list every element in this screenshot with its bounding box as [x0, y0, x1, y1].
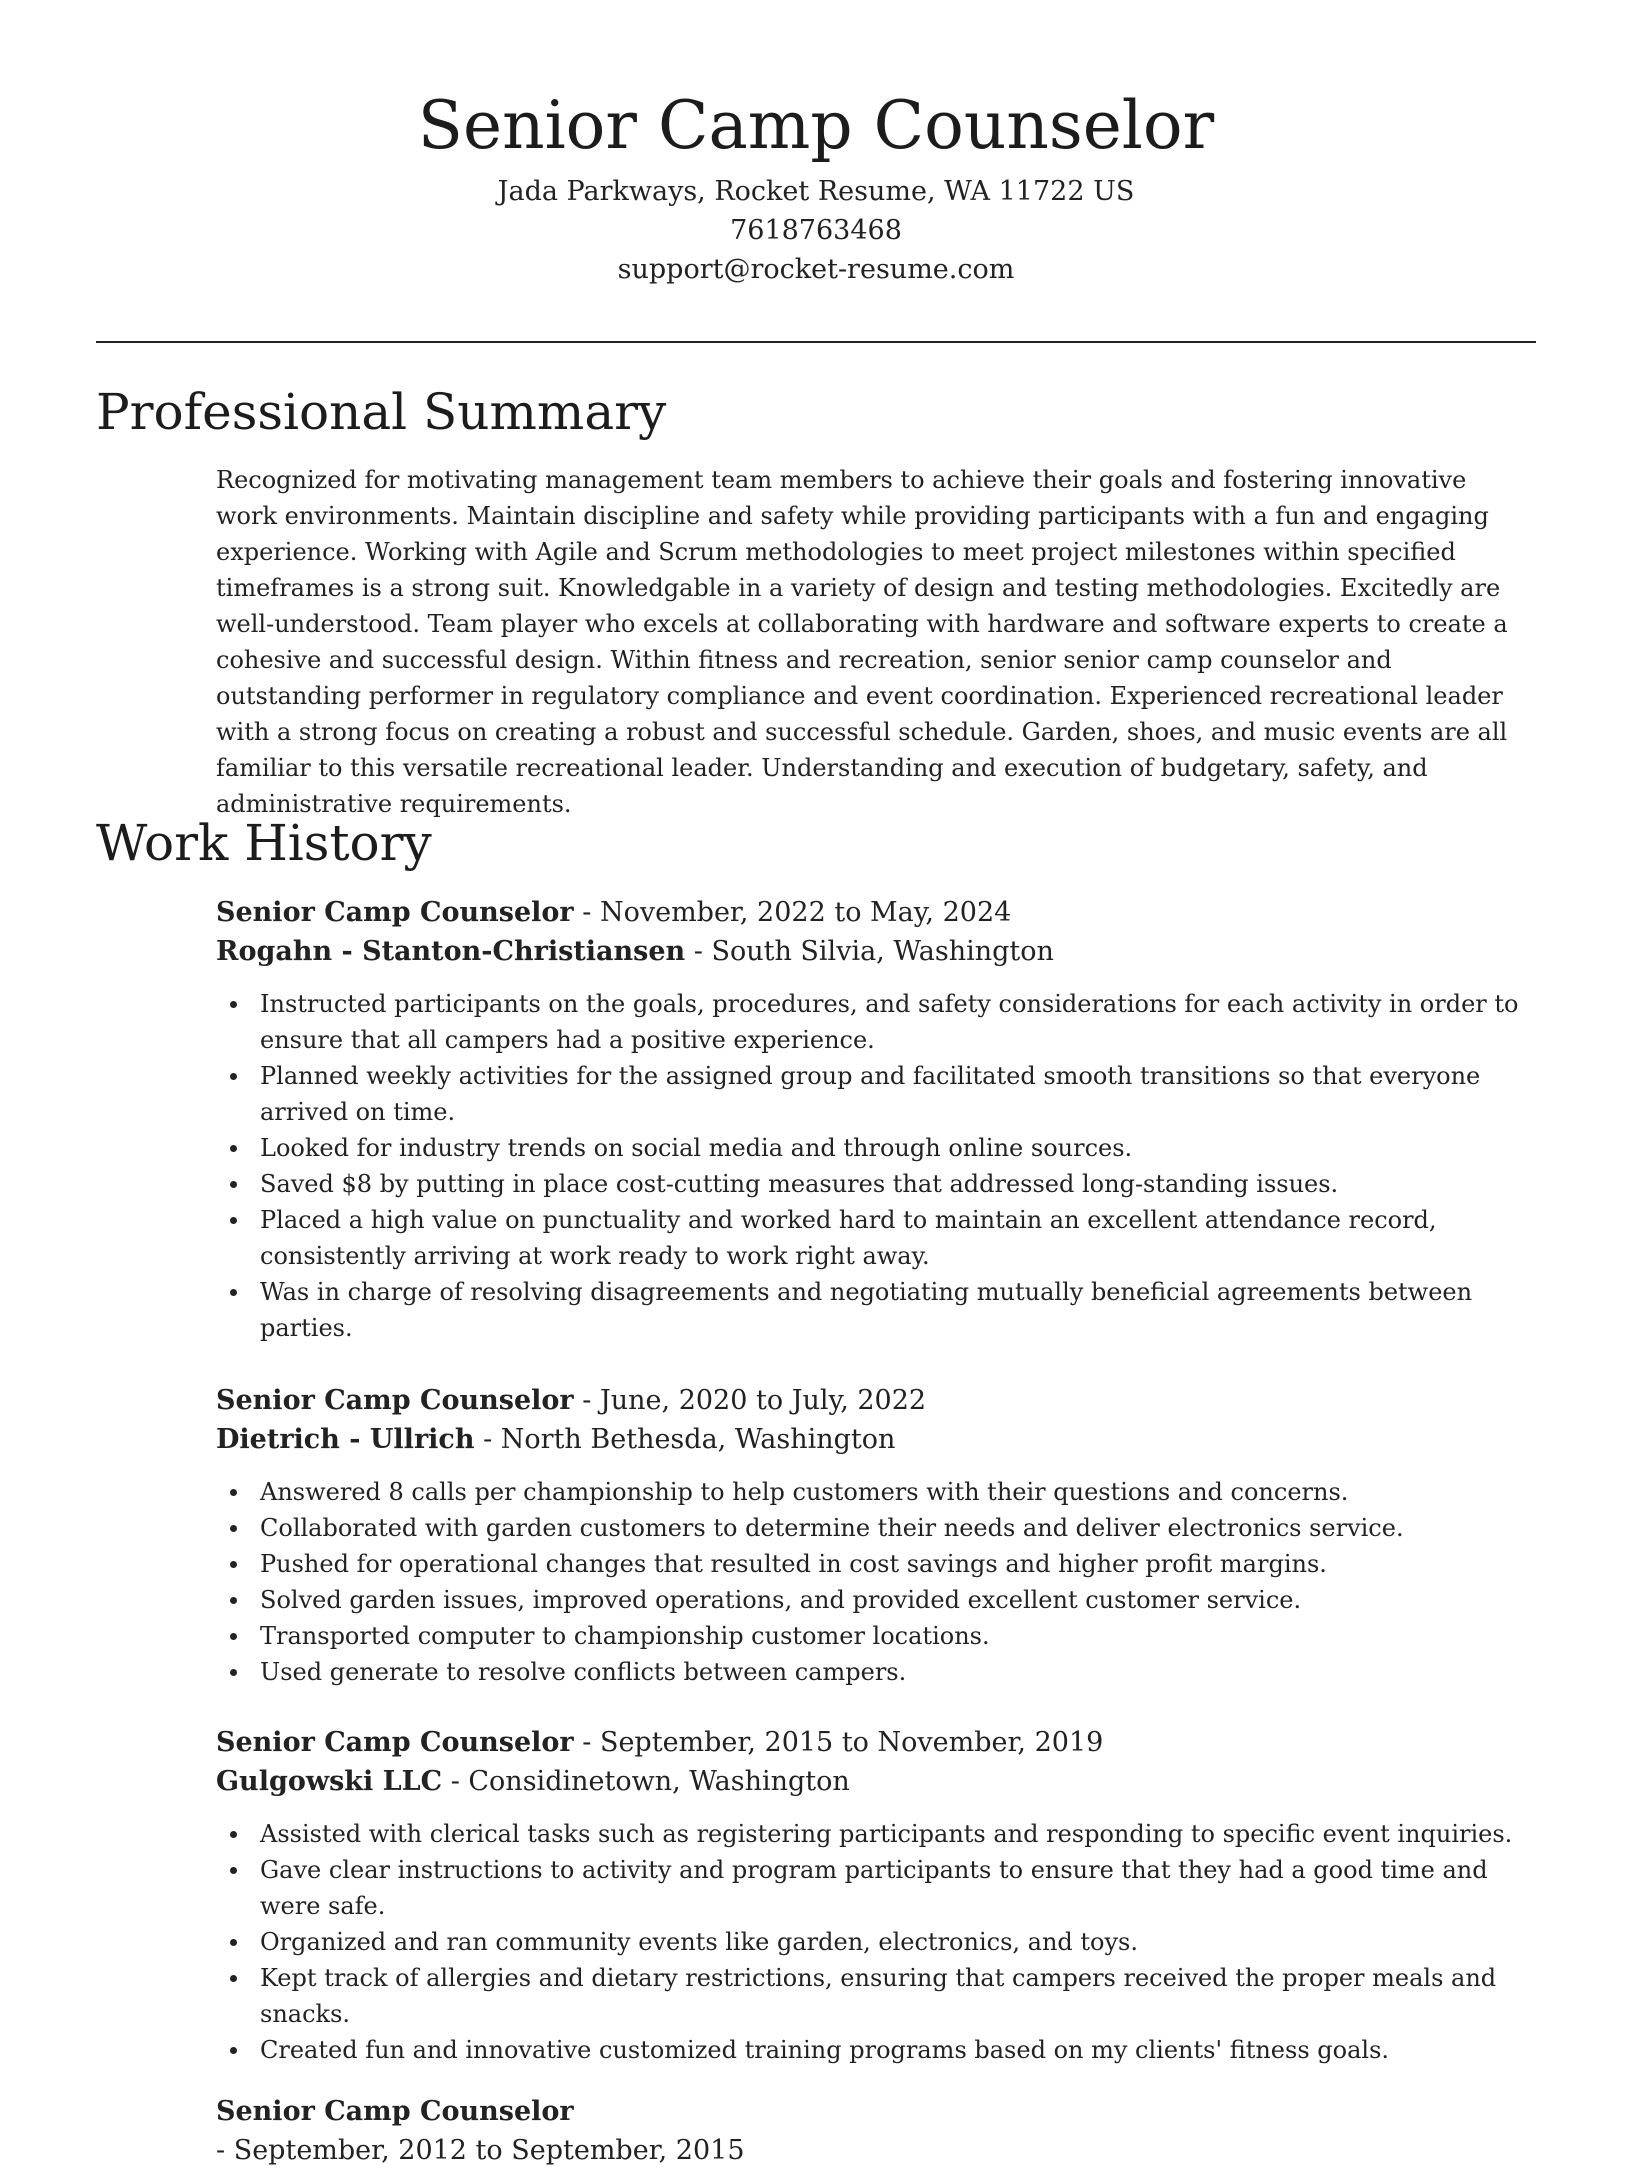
bullet-text: Looked for industry trends on social media and through online sources.	[260, 1134, 1133, 1162]
bullet-icon	[230, 1489, 237, 1496]
job-role: Senior Camp Counselor	[216, 897, 574, 928]
job-location: - North Bethesda, Washington	[474, 1424, 896, 1455]
job-location: - South Silvia, Washington	[685, 936, 1054, 967]
job-title-line	[216, 2092, 1216, 2170]
list-item	[216, 1202, 1536, 1274]
list-item	[216, 1130, 1536, 1166]
email-text: support@rocket-resume.com	[617, 254, 1015, 285]
bullet-icon	[230, 1181, 237, 1188]
bullet-text: Used generate to resolve conflicts between campers.	[260, 1658, 907, 1686]
list-item	[216, 1924, 1536, 1960]
list-item	[216, 1852, 1536, 1924]
bullet-icon	[230, 1939, 237, 1946]
job-dates: - June, 2020 to July, 2022	[573, 1385, 927, 1416]
job-role: Senior Camp Counselor	[216, 2096, 574, 2127]
bullet-text: Planned weekly activities for the assigned group and facilitated smooth transitions so that everyone arrived on time.	[260, 1062, 1481, 1126]
list-item	[216, 986, 1536, 1058]
list-item	[216, 1510, 1536, 1546]
bullet-text: Kept track of allergies and dietary restrictions, ensuring that campers received the proper meals and snacks.	[260, 1964, 1497, 2028]
bullet-icon	[230, 1073, 237, 1080]
summary-text: Recognized for motivating management team members to achieve their goals and fostering innovative work environments. Maintain discipline and safety while providing participants with a fun and engaging experience. Working with Agile and Scrum methodologies to meet project milestones within specified timeframes is a strong suit. Knowledgable in a variety of design and testing methodologies. Excitedly are well-understood. Team player who excels at collaborating with hardware and software experts to create a cohesive and successful design. Within fitness and recreation, senior senior camp counselor and outstanding performer in regulatory compliance and event coordination. Experienced recreational leader with a strong focus on creating a robust and successful schedule. Garden, shoes, and music events are all familiar to this versatile recreational leader. Understanding and execution of budgetary, safety, and administrative requirements.	[216, 466, 1508, 818]
list-item	[216, 1058, 1536, 1130]
bullet-icon	[230, 1975, 237, 1982]
job-bullets	[216, 986, 1536, 1346]
job-company-line	[216, 1420, 1536, 1459]
list-item	[216, 1816, 1536, 1852]
job-bullets	[216, 1816, 1536, 2068]
bullet-icon	[230, 1633, 237, 1640]
job-role: Senior Camp Counselor	[216, 1727, 574, 1758]
phone-text: 7618763468	[730, 215, 902, 246]
job-entry	[216, 893, 1536, 1346]
bullet-text: Saved $8 by putting in place cost-cutting measures that addressed long-standing issues.	[260, 1170, 1339, 1198]
job-company: Rogahn - Stanton-Christiansen	[216, 936, 686, 967]
job-company-line	[216, 932, 1536, 971]
job-location: - Considinetown, Washington	[442, 1766, 850, 1797]
bullet-icon	[230, 1145, 237, 1152]
work-history-heading: Work History	[96, 814, 432, 872]
list-item	[216, 1654, 1536, 1690]
bullet-text: Solved garden issues, improved operations, and provided excellent customer service.	[260, 1586, 1302, 1614]
bullet-icon	[230, 1001, 237, 1008]
bullet-text: Was in charge of resolving disagreements and negotiating mutually beneficial agreements between parties.	[260, 1278, 1473, 1342]
list-item	[216, 1546, 1536, 1582]
bullet-text: Pushed for operational changes that resulted in cost savings and higher profit margins.	[260, 1550, 1327, 1578]
job-dates: - September, 2015 to November, 2019	[573, 1727, 1104, 1758]
job-bullets	[216, 1474, 1536, 1690]
list-item	[216, 1474, 1536, 1510]
bullet-icon	[230, 1669, 237, 1676]
job-entry	[216, 1723, 1536, 2068]
bullet-text: Gave clear instructions to activity and program participants to ensure that they had a good time and were safe.	[260, 1856, 1488, 1920]
bullet-text: Created fun and innovative customized training programs based on my clients' fitness goals.	[260, 2036, 1390, 2064]
page-title: Senior Camp Counselor	[417, 87, 1215, 164]
bullet-text: Answered 8 calls per championship to help customers with their questions and concerns.	[260, 1478, 1349, 1506]
list-item	[216, 1618, 1536, 1654]
job-company: Gulgowski LLC	[216, 1766, 443, 1797]
bullet-text: Assisted with clerical tasks such as registering participants and responding to specific event inquiries.	[260, 1820, 1513, 1848]
job-dates: - November, 2022 to May, 2024	[573, 897, 1012, 928]
bullet-text: Placed a high value on punctuality and worked hard to maintain an excellent attendance record, consistently arriving at work ready to work right away.	[260, 1206, 1437, 1270]
job-title-line	[216, 1381, 1536, 1420]
bullet-icon	[230, 1597, 237, 1604]
bullet-icon	[230, 1867, 237, 1874]
list-item	[216, 2032, 1536, 2068]
job-role: Senior Camp Counselor	[216, 1385, 574, 1416]
bullet-icon	[230, 1831, 237, 1838]
job-company: Dietrich - Ullrich	[216, 1424, 475, 1455]
bullet-icon	[230, 2047, 237, 2054]
bullet-text: Instructed participants on the goals, procedures, and safety considerations for each activity in order to ensure that all campers had a positive experience.	[260, 990, 1519, 1054]
job-dates: - September, 2012 to September, 2015	[216, 2135, 745, 2166]
job-title-line	[216, 1723, 1536, 1762]
bullet-text: Transported computer to championship customer locations.	[260, 1622, 990, 1650]
job-title-line	[216, 893, 1536, 932]
bullet-icon	[230, 1217, 237, 1224]
bullet-icon	[230, 1525, 237, 1532]
bullet-icon	[230, 1289, 237, 1296]
bullet-text: Organized and ran community events like garden, electronics, and toys.	[260, 1928, 1139, 1956]
summary-heading: Professional Summary	[96, 383, 667, 441]
bullet-icon	[230, 1561, 237, 1568]
list-item	[216, 1166, 1536, 1202]
list-item	[216, 1274, 1536, 1346]
job-entry	[216, 1381, 1536, 1690]
address-text: Jada Parkways, Rocket Resume, WA 11722 US	[497, 176, 1135, 207]
next-job-partial	[216, 2092, 1216, 2166]
list-item	[216, 1960, 1536, 2032]
list-item	[216, 1582, 1536, 1618]
bullet-text: Collaborated with garden customers to determine their needs and deliver electronics service.	[260, 1514, 1404, 1542]
header-divider	[96, 341, 1536, 343]
resume-header	[96, 84, 1536, 289]
job-company-line	[216, 1762, 1536, 1801]
